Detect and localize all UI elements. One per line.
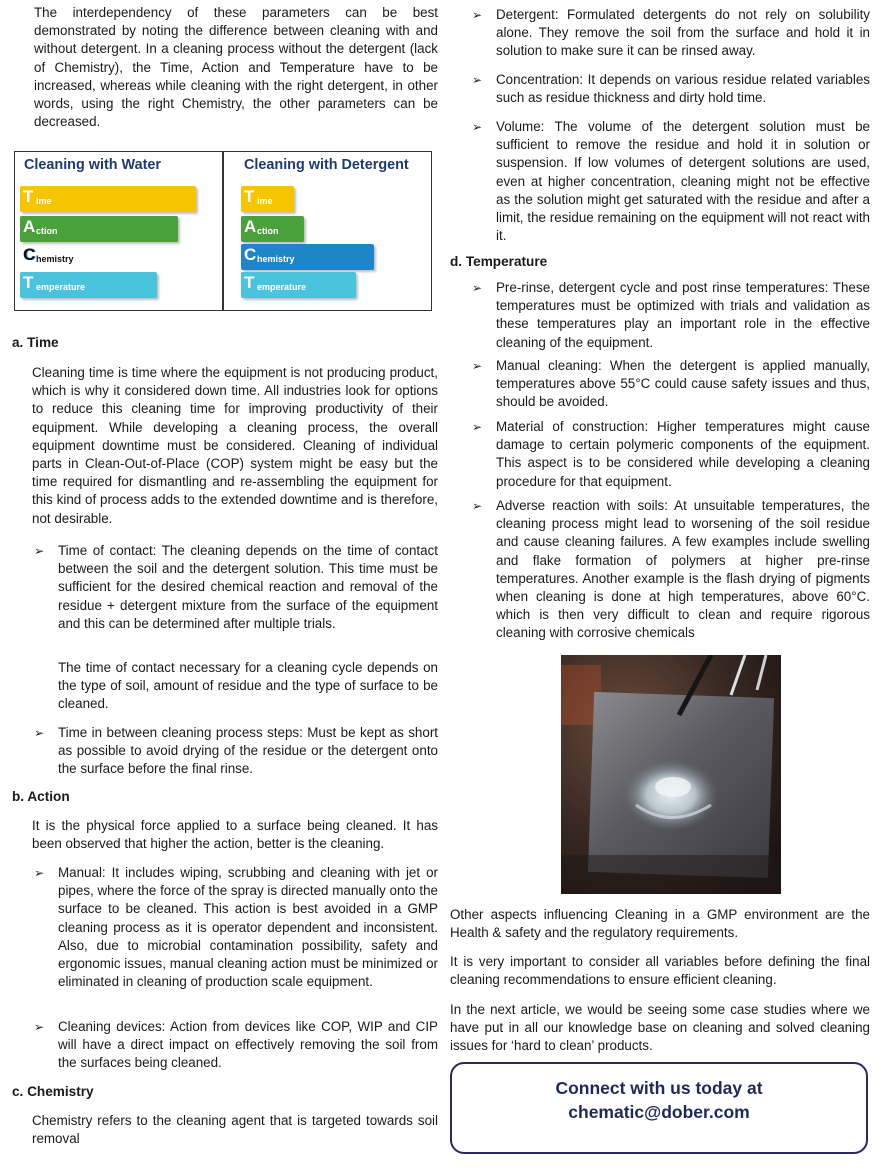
time-paragraph: Cleaning time is time where the equipment is not producing product, which is why it considered down time. All industries look for options to reduce this cleaning time for improving productivity of their equipment. While developing a cleaning process, the overall equipment downtime must be considered. Cleaning of individual parts in Clean-Out-of-Place (COP) system might be easy but the time required for dismantling and re-assembling the equipment for this kind of process adds to the extended downtime and is therefore, not desirable. xyxy=(32,365,438,526)
bullet-manual-cleaning xyxy=(472,357,870,412)
detergent-bar-chemistry xyxy=(241,244,374,270)
water-bar-temperature xyxy=(20,272,157,298)
bullet-text: Time in between cleaning process steps: Must be kept as short as possible to avoid drying of the residue or the detergent onto the surface before the final rinse. xyxy=(58,725,438,777)
contact-email-link[interactable]: chematic@dober.com xyxy=(568,1102,750,1122)
bullet-volume xyxy=(472,118,870,245)
bullet-arrow-icon: ➢ xyxy=(34,544,45,558)
bar-initial: T xyxy=(23,187,34,206)
chemistry-paragraph: Chemistry refers to the cleaning agent that is targeted towards soil removal xyxy=(32,1113,438,1147)
bullet-concentration xyxy=(472,71,870,107)
contact-heading: Connect with us today at xyxy=(555,1078,763,1098)
bullet-pre-rinse xyxy=(472,279,870,352)
bullet-text: Time of contact: The cleaning depends on the time of contact between the soil and the detergent solution. This time must be sufficient for the desired chemical reaction and removal of the residue + detergent mixture from the surface of the equipment and this can be determined after multiple trials. xyxy=(58,543,438,631)
bar-initial: A xyxy=(244,217,257,236)
detergent-bar-time xyxy=(241,186,294,212)
bullet-text: Material of construction: Higher temperatures might cause damage to certain polymeric components of the equipment. This aspect is to be considered while developing a cleaning procedure for that equipment. xyxy=(496,419,870,489)
detergent-bar-action xyxy=(241,216,304,242)
bar-label: emperature xyxy=(36,282,86,292)
bar-label: hemistry xyxy=(257,254,295,264)
bullet-arrow-icon: ➢ xyxy=(472,359,483,373)
action-heading: b. Action xyxy=(12,789,70,804)
cleaning-comparison-figure xyxy=(14,151,432,311)
bullet-text: Concentration: It depends on various residue related variables such as residue thickness and dirty hold time. xyxy=(496,72,870,106)
bar-label: ction xyxy=(36,226,58,236)
detergent-panel-title: Cleaning with Detergent xyxy=(244,157,409,173)
consider-paragraph: It is very important to consider all variables before defining the final cleaning recommendations to ensure efficient cleaning. xyxy=(450,954,870,988)
bullet-text: Detergent: Formulated detergents do not rely on solubility alone. They remove the soil from the surface and hold it in solution to make sure it can be rinsed away. xyxy=(496,7,870,59)
bullet-arrow-icon: ➢ xyxy=(472,8,483,22)
bar-initial: T xyxy=(23,273,34,292)
contact-box xyxy=(450,1062,868,1154)
temperature-heading: d. Temperature xyxy=(450,254,548,269)
bar-label: hemistry xyxy=(36,254,74,264)
bullet-arrow-icon: ➢ xyxy=(472,281,483,295)
bullet-text: Adverse reaction with soils: At unsuitable temperatures, the cleaning process might lead to worsening of the soil residue and cause cleaning failures. A few examples include swelling and flake formation of polymers at higher pre-rinse temperatures. Another example is the flash drying of pigments when cleaning is done at high temperatures, above 60°C. which is then very difficult to clean and require rigorous cleaning with corrosive chemicals xyxy=(496,498,870,641)
bullet-adverse xyxy=(472,497,870,643)
bar-label: ime xyxy=(36,196,52,206)
bullet-manual xyxy=(34,864,438,991)
bar-initial: T xyxy=(244,187,255,206)
chemistry-heading: c. Chemistry xyxy=(12,1084,94,1099)
bar-label: ime xyxy=(257,196,273,206)
bar-label: ction xyxy=(257,226,279,236)
bullet-text: Cleaning devices: Action from devices like COP, WIP and CIP will have a direct impact on effectively removing the soil from the surfaces being cleaned. xyxy=(58,1019,438,1071)
next-article-paragraph: In the next article, we would be seeing some case studies where we have put in all our knowledge base on cleaning and solved cleaning issues for ‘hard to clean’ products. xyxy=(450,1002,870,1054)
bar-initial: T xyxy=(244,273,255,292)
bullet-arrow-icon: ➢ xyxy=(34,726,45,740)
water-bar-action xyxy=(20,216,178,242)
bullet-detergent xyxy=(472,6,870,61)
panel-divider xyxy=(222,152,224,310)
other-aspects-paragraph: Other aspects influencing Cleaning in a GMP environment are the Health & safety and the regulatory requirements. xyxy=(450,907,870,941)
bar-initial: C xyxy=(23,245,36,264)
bullet-material xyxy=(472,418,870,491)
bullet-arrow-icon: ➢ xyxy=(34,866,45,880)
residue-photo xyxy=(561,655,781,894)
bar-initial: C xyxy=(244,245,257,264)
bullet-arrow-icon: ➢ xyxy=(472,73,483,87)
action-paragraph: It is the physical force applied to a surface being cleaned. It has been observed that higher the action, better is the cleaning. xyxy=(32,818,438,852)
bullet-text: Manual: It includes wiping, scrubbing and cleaning with jet or pipes, where the force of the spray is directed manually onto the surface to be cleaned. This action is best avoided in a GMP cleaning process as it is operator dependent and inconsistent. Also, due to microbial contamination possibility, safety and ergonomic issues, manual cleaning action must be minimized or eliminated in cleaning of production scale equipment. xyxy=(58,865,438,990)
stainless-panel-image xyxy=(561,655,781,894)
bullet-arrow-icon: ➢ xyxy=(472,120,483,134)
bullet-time-between-steps xyxy=(34,724,438,779)
bullet-time-of-contact xyxy=(34,542,438,633)
time-heading: a. Time xyxy=(12,335,59,350)
time-of-contact-note: The time of contact necessary for a cleaning cycle depends on the type of soil, amount of residue and the type of surface to be cleaned. xyxy=(58,660,438,712)
bar-label: emperature xyxy=(257,282,307,292)
bullet-arrow-icon: ➢ xyxy=(472,420,483,434)
bullet-arrow-icon: ➢ xyxy=(472,499,483,513)
bar-initial: A xyxy=(23,217,36,236)
bullet-text: Pre-rinse, detergent cycle and post rinse temperatures: These temperatures must be optimized with trials and validation as these temperatures play an important role in the effective cleaning of the equipment. xyxy=(496,280,870,350)
bullet-text: Volume: The volume of the detergent solution must be sufficient to remove the residue and hold it in solution or suspension. If low volumes of detergent solutions are used, even at higher concentration, cleaning might not be effective as the solution might get saturated with the residue and after a limit, the residue remaining on the equipment will not react with it. xyxy=(496,119,870,244)
detergent-bar-temperature xyxy=(241,272,356,298)
bullet-text: Manual cleaning: When the detergent is applied manually, temperatures above 55°C could cause safety issues and thus, should be avoided. xyxy=(496,358,870,410)
intro-paragraph: The interdependency of these parameters can be best demonstrated by noting the difference between cleaning with and without detergent. In a cleaning process without the detergent (lack of Chemistry), the Time, Action and Temperature have to be increased, whereas while cleaning with the right detergent, in other words, using the right Chemistry, the other parameters can be decreased. xyxy=(34,5,438,130)
water-bar-time xyxy=(20,186,196,212)
water-panel-title: Cleaning with Water xyxy=(24,157,161,173)
bullet-cleaning-devices xyxy=(34,1018,438,1073)
bullet-arrow-icon: ➢ xyxy=(34,1020,45,1034)
